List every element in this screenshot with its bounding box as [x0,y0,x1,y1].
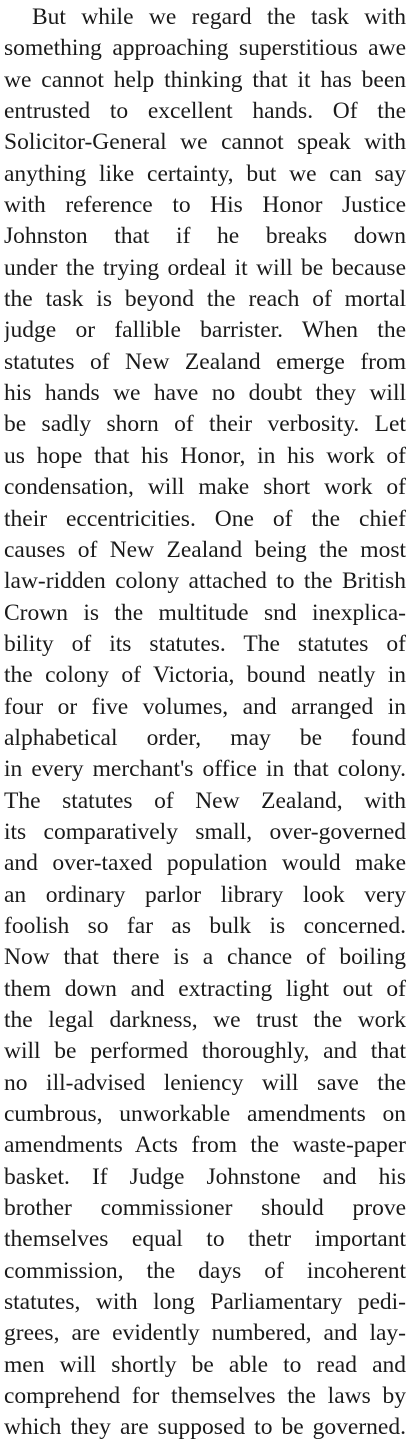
text-line: entrusted to excellent hands. Of the [4,98,406,125]
text-line: judge or fallible barrister. When the [4,317,406,344]
text-line: law-ridden colony attached to the British [4,568,406,595]
text-line: commission, the days of incoherent [4,1257,406,1284]
text-line: But while we regard the task with [32,4,406,30]
text-line: men will shortly be able to read and [4,1351,406,1378]
text-line: bility of its statutes. The statutes of [4,630,406,657]
text-line: cumbrous, unworkable amendments on [4,1101,406,1128]
text-line: The statutes of New Zealand, with [4,787,406,814]
text-line: be sadly shorn of their verbosity. Let [4,411,406,438]
text-line: with reference to His Honor Justice [4,192,406,219]
text-line: we cannot help thinking that it has been [4,66,406,93]
text-line: anything like certainty, but we can say [4,160,406,187]
text-line: causes of New Zealand being the most [4,536,406,563]
text-line: under the trying ordeal it will be because [4,254,406,281]
text-line: foolish so far as bulk is concerned. [4,912,406,939]
text-line: amendments Acts from the waste-paper [4,1132,406,1159]
text-line: comprehend for themselves the laws by [4,1383,406,1410]
text-line: his hands we have no doubt they will [4,380,406,407]
text-line: their eccentricities. One of the chief [4,505,406,532]
text-line: Solicitor-General we cannot speak with [4,129,406,156]
text-line: basket. If Judge Johnstone and his [4,1163,406,1190]
text-line: something approaching superstitious awe [4,35,406,62]
text-line: the colony of Victoria, bound neatly in [4,662,406,689]
text-line: brother commissioner should prove [4,1195,406,1222]
text-line: which they are supposed to be governed. [4,1414,406,1441]
text-line: statutes, with long Parliamentary pedi- [4,1289,406,1316]
text-line: grees, are evidently numbered, and lay- [4,1320,406,1347]
text-line: themselves equal to thetr important [4,1226,406,1253]
text-line: Crown is the multitude snd inexplica- [4,599,406,626]
text-line: Now that there is a chance of boiling [4,944,406,971]
text-line: the legal darkness, we trust the work [4,1007,406,1033]
text-line: an ordinary parlor library look very [4,881,406,908]
text-line: statutes of New Zealand emerge from [4,348,406,375]
text-line: them down and extracting light out of [4,975,406,1002]
text-line: and over-taxed population would make [4,850,406,877]
text-line: four or five volumes, and arranged in [4,693,406,720]
text-line: the task is beyond the reach of mortal [4,286,406,313]
text-line: in every merchant's office in that colony. [4,756,406,783]
text-line: its comparatively small, over-governed [4,818,406,845]
text-line: alphabetical order, may be found [4,724,406,751]
text-line: us hope that his Honor, in his work of [4,442,406,469]
text-line: will be performed thoroughly, and that [4,1038,406,1065]
text-line: Johnston that if he breaks down [4,223,406,250]
text-line: condensation, will make short work of [4,474,406,501]
text-line: no ill-advised leniency will save the [4,1069,406,1096]
